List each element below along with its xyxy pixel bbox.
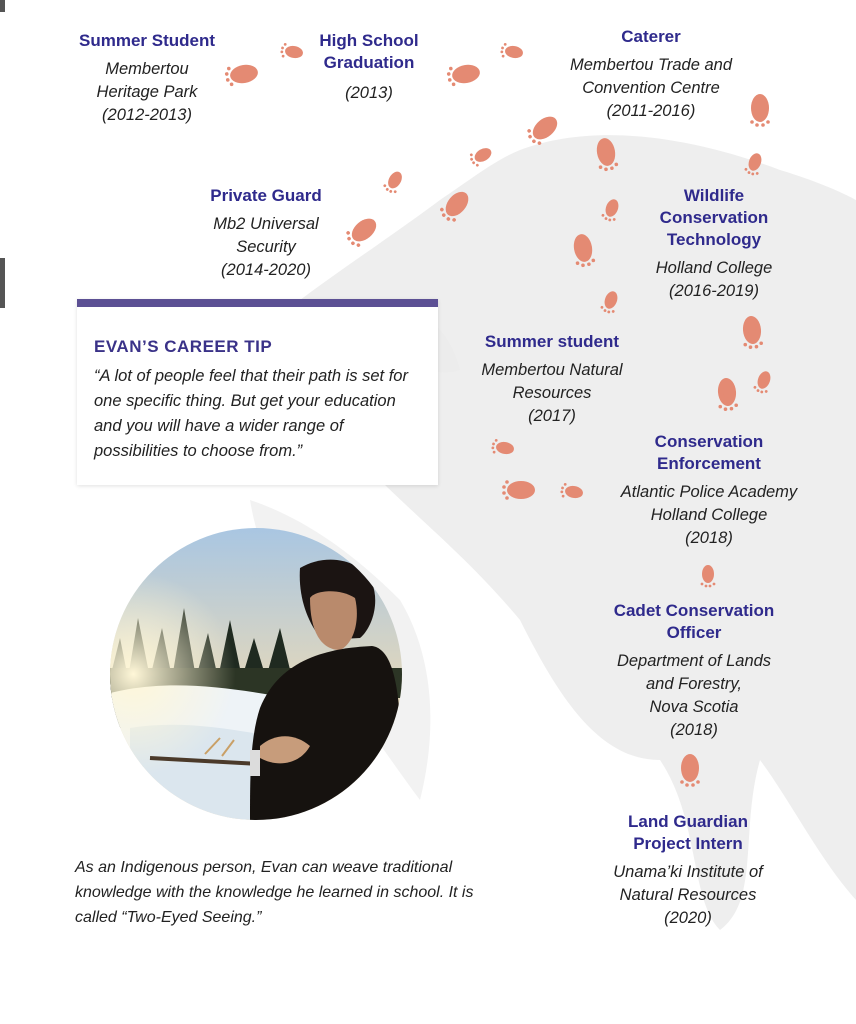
bear-paw-print-icon — [500, 42, 525, 60]
bear-paw-print-icon — [382, 169, 406, 196]
photo-caption: As an Indigenous person, Evan can weave traditional knowledge with the knowledge he learned in school. It is called “Two-Eyed Seeing.” — [75, 859, 474, 926]
timeline-node-caterer — [548, 26, 754, 123]
bear-paw-print-icon — [502, 480, 535, 500]
node-detail: Department of Lands and Forestry, Nova Scotia (2018) — [616, 652, 772, 739]
bear-paw-print-icon — [437, 187, 473, 225]
bear-paw-print-icon — [446, 62, 482, 87]
timeline-node-high-school-graduation — [298, 30, 440, 105]
page-edge-mark — [0, 258, 5, 308]
timeline-node-cadet-conservation-officer — [596, 600, 792, 742]
node-detail: Membertou Natural Resources (2017) — [481, 361, 623, 425]
career-tip-heading: EVAN’S CAREER TIP — [94, 337, 273, 356]
node-title: Summer student — [484, 332, 620, 351]
timeline-node-private-guard — [188, 185, 344, 282]
career-tip-box — [77, 299, 438, 485]
timeline-node-conservation-enforcement — [598, 431, 820, 550]
node-detail: Membertou Trade and Convention Centre (2011-2016) — [569, 56, 733, 120]
node-detail: Unama’ki Institute of Natural Resources (2020) — [613, 863, 763, 927]
node-title: Private Guard — [210, 186, 322, 205]
timeline-node-summer-student-natural-resources — [460, 331, 644, 428]
node-detail: Mb2 Universal Security (2014-2020) — [213, 215, 319, 279]
page-edge-mark — [0, 0, 5, 12]
bear-paw-print-icon — [599, 289, 621, 315]
node-detail: (2013) — [345, 84, 393, 102]
bear-paw-print-icon — [752, 369, 774, 395]
bear-paw-print-icon — [600, 197, 622, 223]
bear-paw-print-icon — [680, 754, 700, 787]
node-title: Land Guardian Project Intern — [628, 812, 748, 853]
node-title: Wildlife Conservation Technology — [659, 186, 769, 249]
bear-paw-print-icon — [741, 315, 763, 349]
bear-paw-print-icon — [594, 137, 619, 173]
career-tip-quote: “A lot of people feel that their path is set for one specific thing. But get your education and you will have a wider range of possibilities to choose from.” — [94, 367, 408, 460]
node-title: Caterer — [621, 27, 681, 46]
photo-illustration — [110, 528, 402, 820]
node-title: High School Graduation — [319, 31, 419, 72]
bear-paw-print-icon — [571, 233, 596, 269]
timeline-node-summer-student — [66, 30, 228, 127]
bear-paw-print-icon — [701, 565, 716, 587]
evan-photo — [110, 528, 402, 820]
bear-paw-print-icon — [468, 144, 495, 168]
bear-paw-print-icon — [491, 438, 516, 456]
bear-paw-print-icon — [716, 377, 738, 411]
node-detail: Membertou Heritage Park (2012-2013) — [96, 60, 198, 124]
node-title: Summer Student — [78, 31, 216, 50]
bear-paw-print-icon — [224, 62, 260, 87]
bear-paw-print-icon — [343, 213, 381, 249]
node-detail: Atlantic Police Academy Holland College (2018) — [620, 483, 798, 547]
bear-paw-print-icon — [743, 151, 765, 177]
timeline-node-wildlife-conservation-technology — [632, 185, 796, 303]
bear-paw-print-icon — [560, 482, 585, 500]
node-title: Conservation Enforcement — [654, 432, 764, 473]
node-title: Cadet Conservation Officer — [613, 601, 775, 642]
node-detail: Holland College (2016-2019) — [655, 259, 773, 300]
timeline-node-land-guardian-project-intern — [582, 811, 794, 930]
